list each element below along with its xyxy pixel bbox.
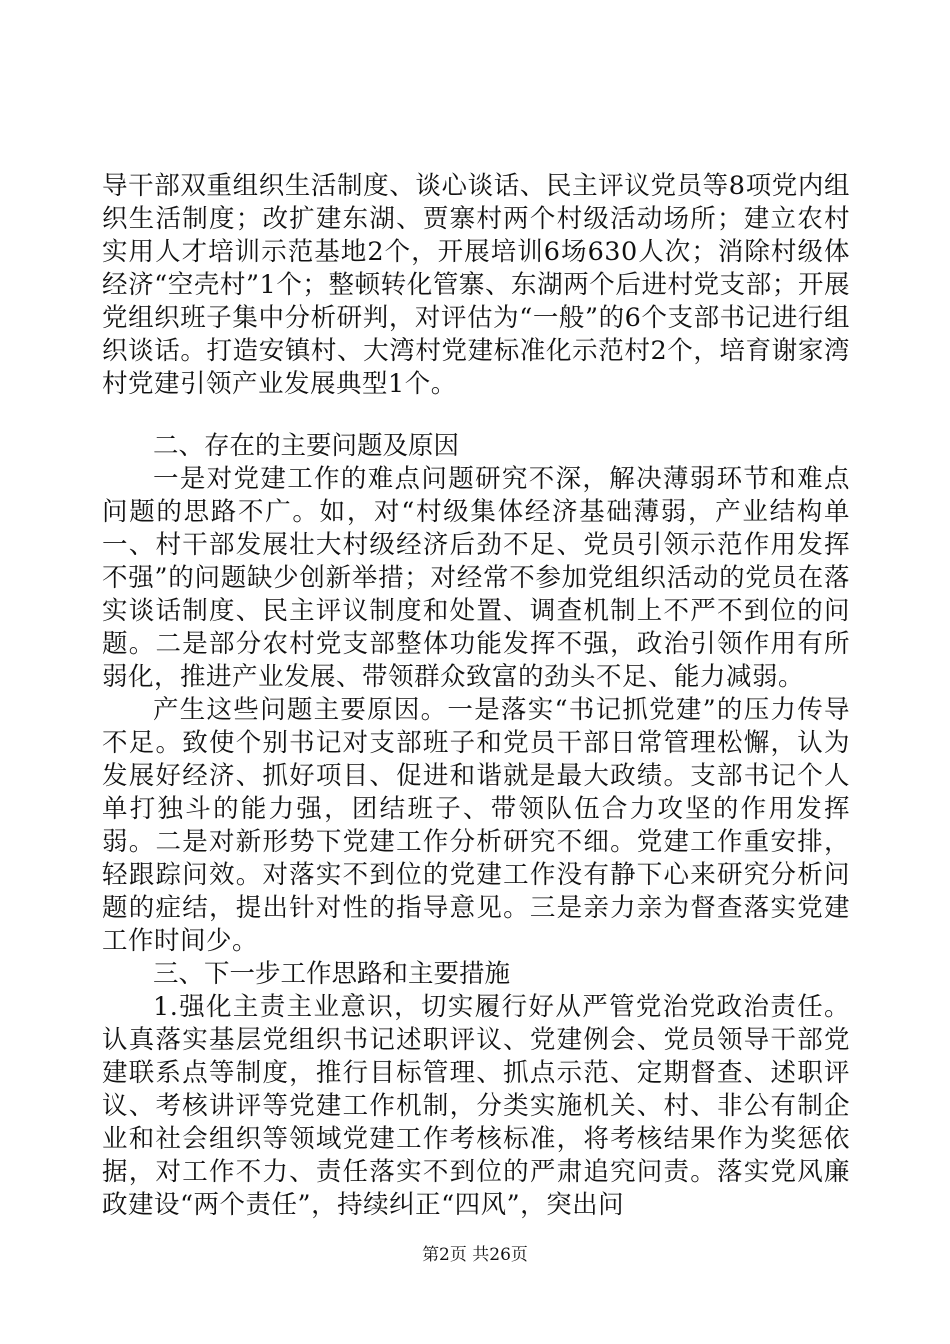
page-footer: 第2页 共26页: [422, 1245, 528, 1265]
paragraph-problems: 一是对党建工作的难点问题研究不深，解决薄弱环节和难点问题的思路不广。如，对“村级集体经济基础薄弱，产业结构单一、村干部发展壮大村级经济后劲不足、党员引领示范作用发挥不强”的问题缺少创新举措；对经常不参加党组织活动的党员在落实谈话制度、民主评议制度和处置、调查机制上不严不到位的问题。二是部分农村党支部整体功能发挥不强，政治引领作用有所弱化，推进产业发展、带领群众致富的劲头不足、能力减弱。: [102, 464, 850, 692]
paragraph-intro: 导干部双重组织生活制度、谈心谈话、民主评议党员等8项党内组织生活制度；改扩建东湖、贾寨村两个村级活动场所；建立农村实用人才培训示范基地2个，开展培训6场630人次；消除村级体经济“空壳村”1个；整顿转化管寨、东湖两个后进村党支部；开展党组织班子集中分析研判，对评估为“一般”的6个支部书记进行组织谈话。打造安镇村、大湾村党建标准化示范村2个，培育谢家湾村党建引领产业发展典型1个。: [102, 171, 850, 399]
section-heading-2: 二、存在的主要问题及原因: [153, 431, 460, 461]
section-heading-3: 三、下一步工作思路和主要措施: [153, 959, 511, 989]
paragraph-measure-1: 1.强化主责主业意识，切实履行好从严管党治党政治责任。认真落实基层党组织书记述职评议、党建例会、党员领导干部党建联系点等制度，推行目标管理、抓点示范、定期督查、述职评议、考核讲评等党建工作机制，分类实施机关、村、非公有制企业和社会组织等领域党建工作考核标准，将考核结果作为奖惩依据，对工作不力、责任落实不到位的严肃追究问责。落实党风廉政建设“两个责任”，持续纠正“四风”，突出问: [102, 992, 850, 1220]
paragraph-causes: 产生这些问题主要原因。一是落实“书记抓党建”的压力传导不足。致使个别书记对支部班子和党员干部日常管理松懈，认为发展好经济、抓好项目、促进和谐就是最大政绩。支部书记个人单打独斗的能力强，团结班子、带领队伍合力攻坚的作用发挥弱。二是对新形势下党建工作分析研究不细。党建工作重安排，轻跟踪问效。对落实不到位的党建工作没有静下心来研究分析问题的症结，提出针对性的指导意见。三是亲力亲为督查落实党建工作时间少。: [102, 695, 850, 956]
document-body: [102, 170, 850, 1222]
